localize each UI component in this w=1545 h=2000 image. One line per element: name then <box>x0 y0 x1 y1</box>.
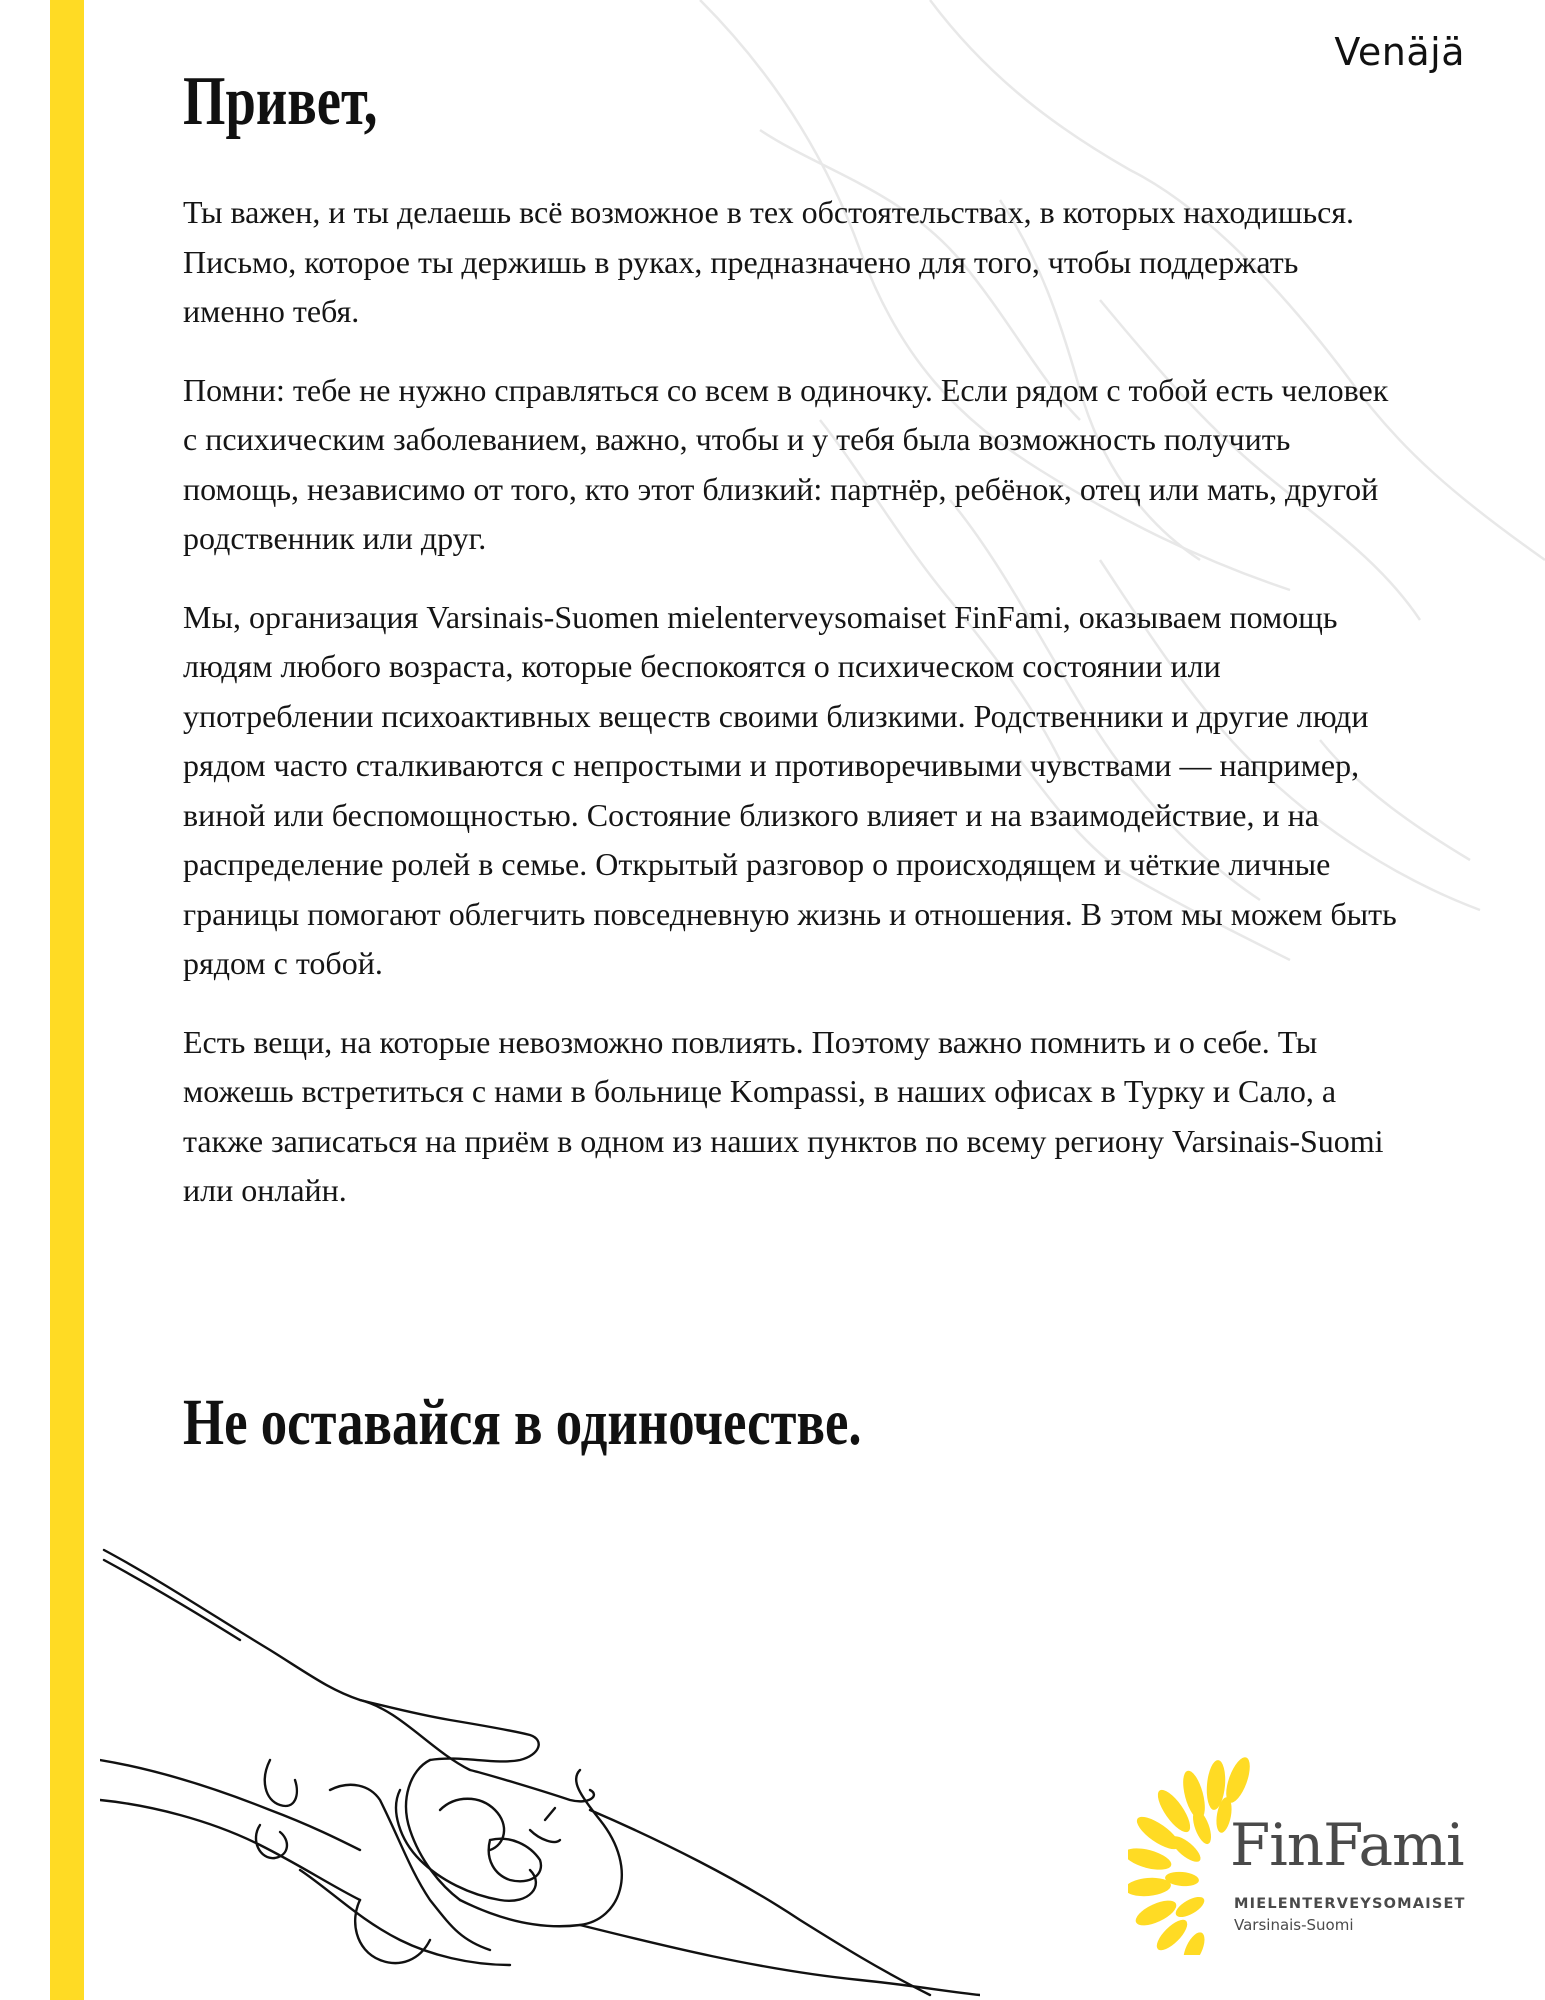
closing-heading: Не оставайся в одиночестве. <box>183 1386 862 1459</box>
logo-subtitle-organization: MIELENTERVEYSOMAISET <box>1234 1896 1466 1912</box>
greeting-heading: Привет, <box>183 63 378 140</box>
hands-line-drawing-icon <box>100 1540 980 2000</box>
paragraph-3: Мы, организация Varsinais-Suomen mielenterveysomaiset FinFami, оказываем помощь людям любого возраста, которые беспокоятся о психическом состоянии или употреблении психоактивных веществ своими близкими. Родственники и другие люди рядом часто сталкиваются с непростыми и противоречивыми чувствами — например, виной или беспомощностью. Состояние близкого влияет и на взаимодействие, и на распределение ролей в семье. Открытый разговор о происходящем и чёткие личные границы помогают облегчить повседневную жизнь и отношения. В этом мы можем быть рядом с тобой. <box>183 598 1397 981</box>
yellow-accent-bar <box>50 0 84 2000</box>
logo-subtitle-region: Varsinais-Suomi <box>1234 1916 1354 1934</box>
logo-name: FinFami <box>1230 1811 1464 1879</box>
paragraph-1: Ты важен, и ты делаешь всё возможное в тех обстоятельствах, в которых находишься. Письмо, которое ты держишь в руках, предназначено для того, чтобы поддержать именно тебя. <box>183 194 1355 329</box>
paragraph-2: Помни: тебе не нужно справляться со всем в одиночку. Если рядом с тобой есть человек с психическим заболеванием, важно, чтобы и у тебя была возможность получить помощь, независимо от того, кто этот близкий: партнёр, ребёнок, отец или мать, другой родственник или друг. <box>183 371 1389 556</box>
finfami-logo <box>1128 1755 1488 1955</box>
language-label: Venäjä <box>1334 30 1465 74</box>
paragraph-4: Есть вещи, на которые невозможно повлиять. Поэтому важно помнить и о себе. Ты можешь встретиться с нами в больнице Kompassi, в наших офисах в Турку и Сало, а также записаться на приём в одном из наших пунктов по всему региону Varsinais-Suomi или онлайн. <box>183 1023 1384 1208</box>
letter-body <box>183 188 1403 1245</box>
